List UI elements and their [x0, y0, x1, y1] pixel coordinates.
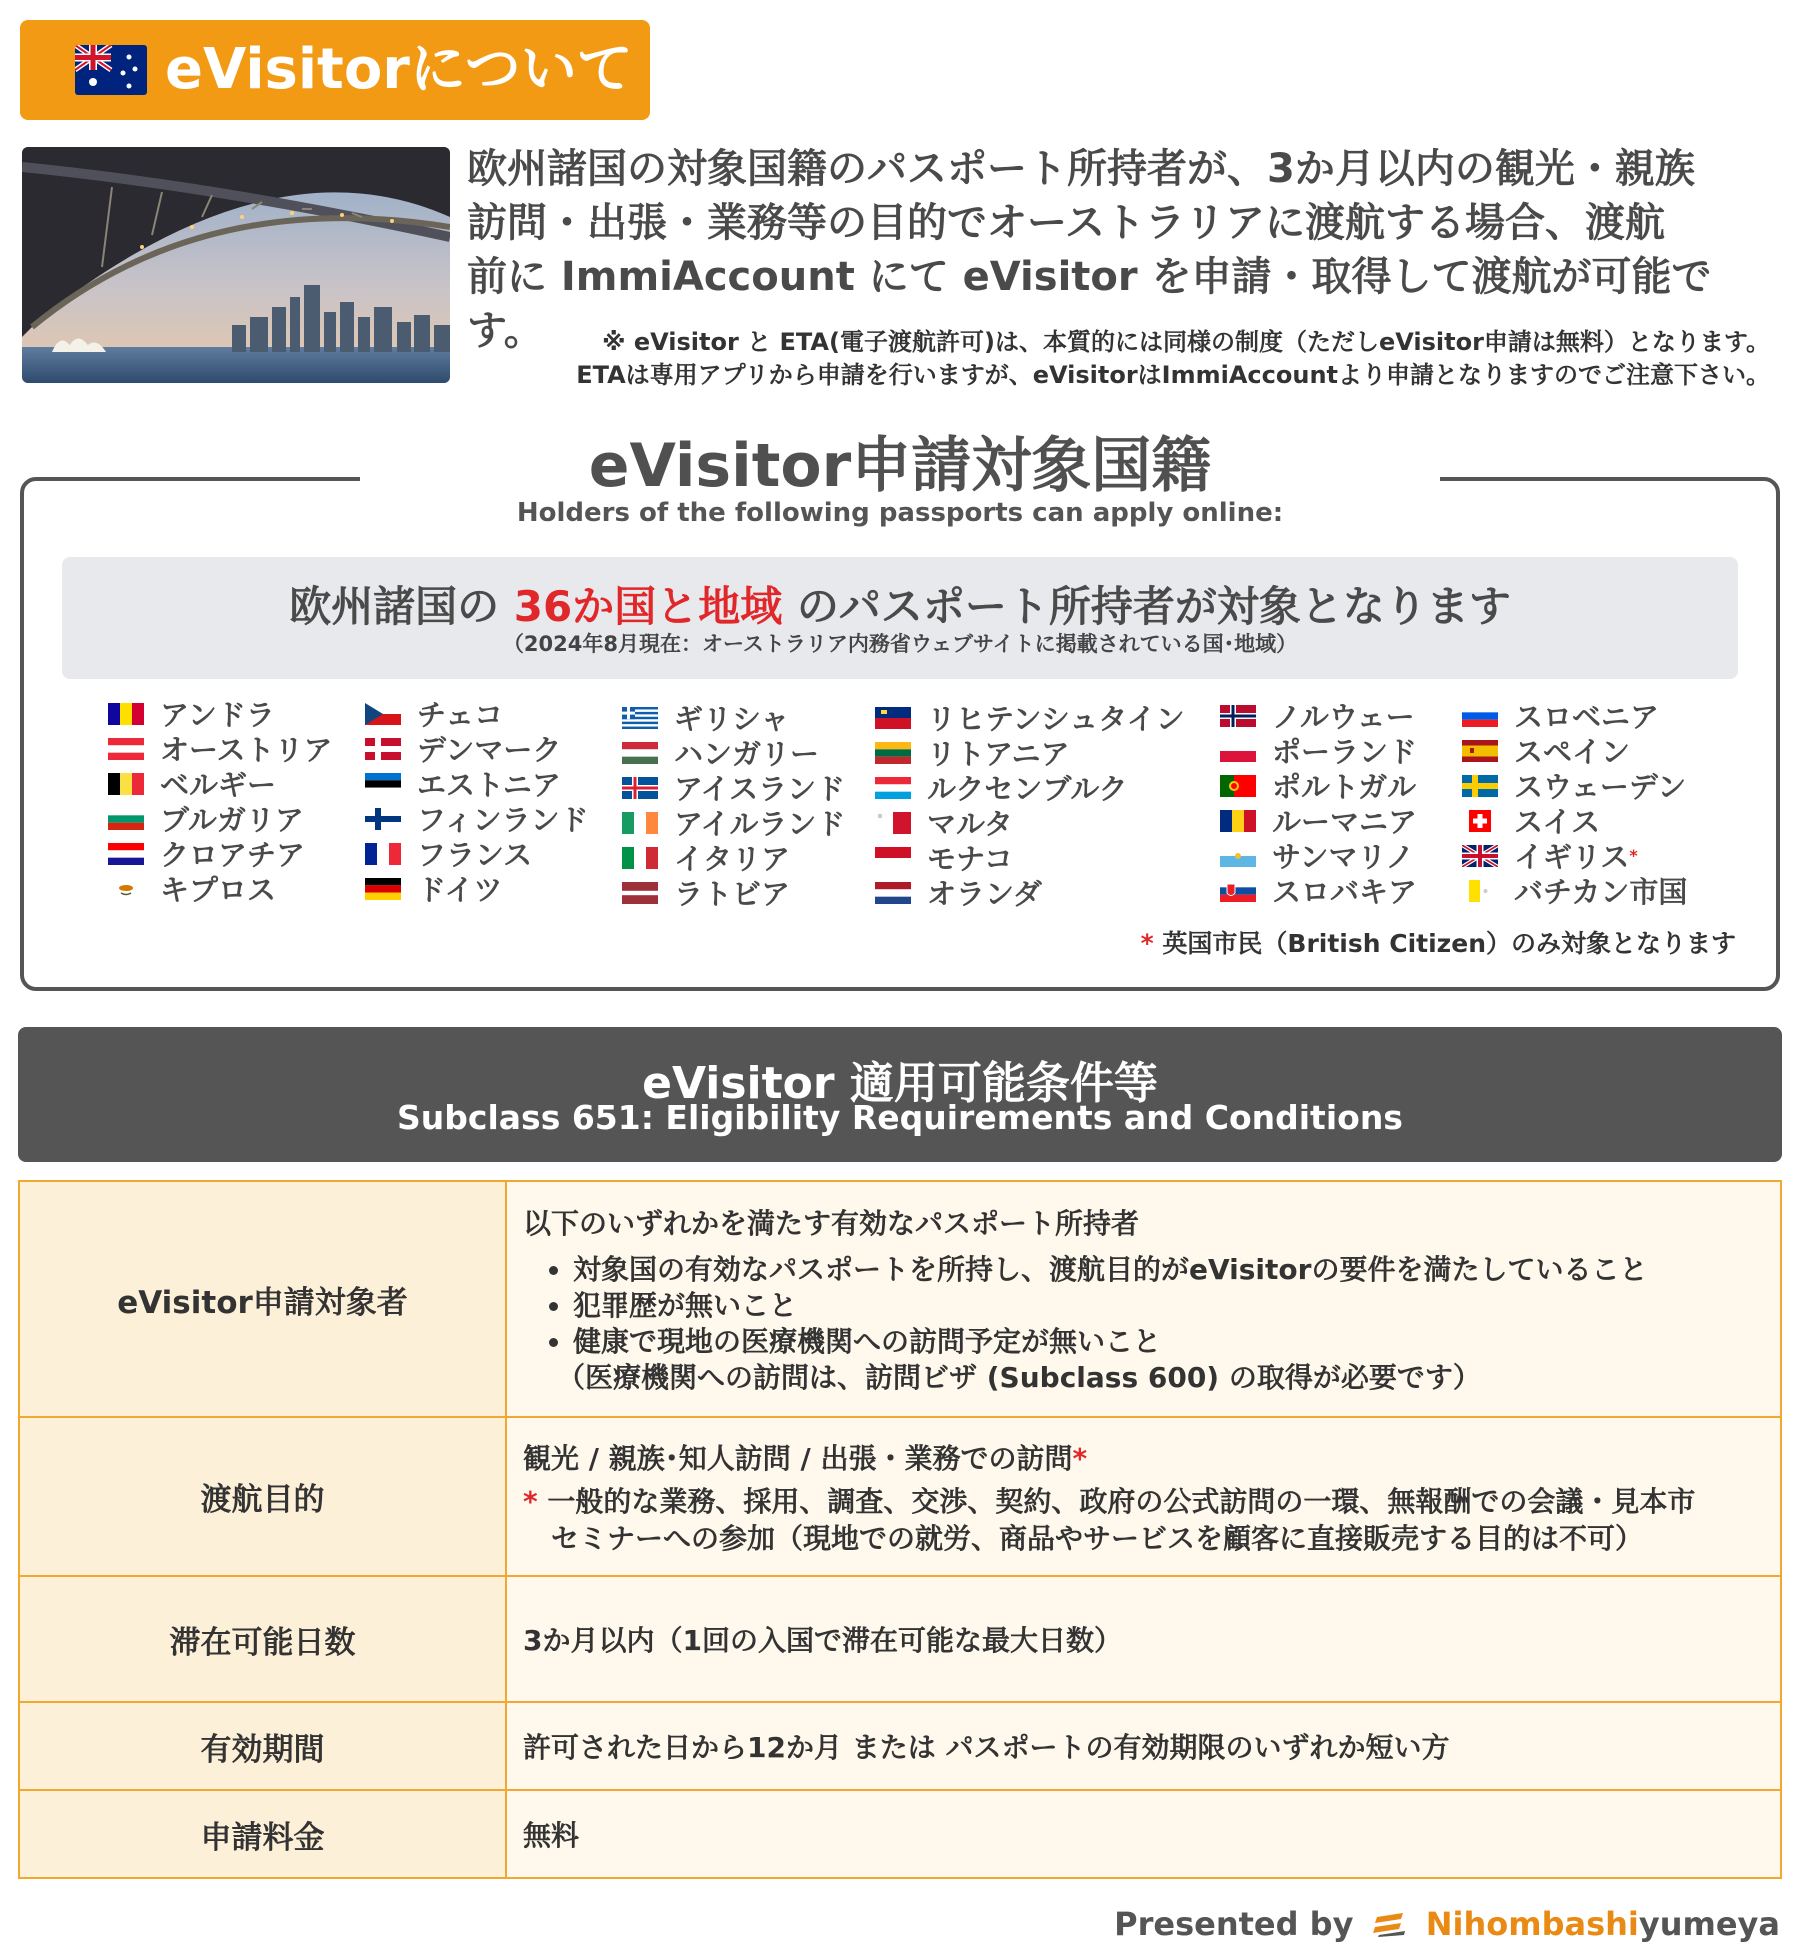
- country-name: キプロス: [160, 873, 277, 907]
- cyprus-flag-icon: [108, 878, 144, 900]
- country-item: [108, 836, 333, 871]
- row-value: 無料: [506, 1790, 1781, 1878]
- romania-flag-icon: [1220, 810, 1256, 832]
- country-column: [108, 696, 333, 906]
- country-name: リトアニア: [927, 737, 1070, 771]
- country-item: [365, 696, 589, 731]
- country-name: エストニア: [417, 768, 561, 802]
- country-item: [1220, 733, 1417, 768]
- country-item: [1462, 733, 1687, 768]
- title-tab: [20, 20, 650, 120]
- country-name: アイスランド: [674, 772, 846, 806]
- country-item: [875, 805, 1185, 840]
- table-row: [19, 1417, 1781, 1576]
- country-item: [108, 731, 333, 766]
- note-star: *: [523, 1484, 538, 1518]
- luxembourg-flag-icon: [875, 777, 911, 799]
- poland-flag-icon: [1220, 740, 1256, 762]
- country-item: [622, 735, 845, 770]
- intro-line-2: 訪問・出張・業務等の目的でオーストラリアに渡航する場合、渡航: [467, 200, 1665, 246]
- country-item: [622, 805, 845, 840]
- country-name: オランダ: [927, 877, 1042, 911]
- finland-flag-icon: [365, 808, 401, 830]
- country-item: [875, 840, 1185, 875]
- table-row: [19, 1790, 1781, 1878]
- greece-flag-icon: [622, 707, 658, 729]
- country-item: [108, 696, 333, 731]
- presented-by-text: Presented by: [1114, 1905, 1354, 1943]
- brand-logo-icon: [1373, 1907, 1407, 1945]
- bulgaria-flag-icon: [108, 808, 144, 830]
- brand-name-a: Nihombashi: [1425, 1905, 1639, 1943]
- country-name: フランス: [417, 838, 533, 872]
- uk-flag-icon: [1462, 845, 1498, 867]
- country-name: ベルギー: [160, 768, 277, 802]
- row-key: 申請料金: [19, 1790, 506, 1878]
- country-item: [108, 801, 333, 836]
- sydney-harbour-photo: [22, 147, 450, 383]
- country-name: スウェーデン: [1514, 770, 1687, 804]
- andorra-flag-icon: [108, 703, 144, 725]
- norway-flag-icon: [1220, 705, 1256, 727]
- sweden-flag-icon: [1462, 775, 1498, 797]
- denmark-flag-icon: [365, 738, 401, 760]
- latvia-flag-icon: [622, 882, 658, 904]
- country-name: ルーマニア: [1272, 805, 1418, 839]
- ireland-flag-icon: [622, 812, 658, 834]
- row-value: 許可された日から12か月 または パスポートの有効期限のいずれか短い方: [506, 1702, 1781, 1790]
- country-name: アイルランド: [674, 807, 846, 841]
- country-item: [875, 770, 1185, 805]
- row-value: [506, 1181, 1781, 1417]
- row-value: [506, 1417, 1781, 1576]
- czech-flag-icon: [365, 703, 401, 725]
- country-name: デンマーク: [417, 733, 562, 767]
- country-item: [875, 735, 1185, 770]
- list-item: • 対象国の有効なパスポートを所持し、渡航目的がeVisitorの要件を満たしていること: [573, 1252, 1780, 1288]
- row-lead: 以下のいずれかを満たす有効なパスポート所持者: [523, 1207, 1140, 1240]
- row-key: eVisitor申請対象者: [19, 1181, 506, 1417]
- footnote-text: 英国市民（British Citizen）のみ対象となります: [1162, 929, 1736, 958]
- country-name: ハンガリー: [674, 737, 820, 771]
- san-marino-flag-icon: [1220, 845, 1256, 867]
- country-item: [365, 731, 589, 766]
- country-item: [365, 801, 589, 836]
- country-name: ラトビア: [674, 877, 791, 911]
- hungary-flag-icon: [622, 742, 658, 764]
- liechtenstein-flag-icon: [875, 707, 911, 729]
- country-item: [1462, 768, 1687, 803]
- australia-flag-icon: [75, 45, 147, 95]
- austria-flag-icon: [108, 738, 144, 760]
- list-item: • 健康で現地の医療機関への訪問予定が無いこと: [573, 1324, 1780, 1360]
- country-name: ギリシャ: [674, 702, 790, 736]
- country-item: [1462, 698, 1687, 733]
- country-item: [1462, 838, 1687, 873]
- note-line-1: ※ eVisitor と ETA(電子渡航許可)は、本質的には同様の制度（ただしeVisitor申請は無料）となります。: [602, 328, 1770, 356]
- conditions-subtitle: Subclass 651: Eligibility Requirements and Conditions: [397, 1098, 1403, 1137]
- country-name: サンマリノ: [1272, 840, 1415, 874]
- country-name: ポーランド: [1272, 735, 1418, 769]
- country-item: [108, 766, 333, 801]
- footnote-star: *: [1140, 929, 1154, 958]
- country-name: リヒテンシュタイン: [927, 702, 1185, 736]
- list-item: • 犯罪歴が無いこと: [573, 1288, 1780, 1324]
- section-subtitle: Holders of the following passports can apply online:: [516, 498, 1284, 528]
- country-name: スロベニア: [1514, 700, 1660, 734]
- malta-flag-icon: [875, 812, 911, 834]
- country-item: [1220, 803, 1417, 838]
- purpose-star: *: [1072, 1441, 1088, 1475]
- country-column: [1220, 698, 1417, 908]
- intro-line-3: 前に ImmiAccount にて eVisitor を申請・取得して渡航が可能です。: [467, 254, 1712, 354]
- country-column: [365, 696, 589, 906]
- croatia-flag-icon: [108, 843, 144, 865]
- banner-subtext: （2024年8月現在：オーストラリア内務省ウェブサイトに掲載されている国･地域）: [502, 632, 1298, 656]
- conditions-title: eVisitor 適用可能条件等: [642, 1058, 1158, 1109]
- brand-name-b: yumeya: [1638, 1905, 1780, 1943]
- country-column: [1462, 698, 1687, 908]
- banner-post: のパスポート所持者が対象となります: [796, 582, 1511, 631]
- country-item: [1220, 698, 1417, 733]
- table-row: [19, 1702, 1781, 1790]
- row-key: 有効期間: [19, 1702, 506, 1790]
- switzerland-flag-icon: [1462, 810, 1498, 832]
- country-item: [875, 875, 1185, 910]
- country-name: モナコ: [927, 842, 1013, 876]
- note-line-2: ETAは専用アプリから申請を行いますが、eVisitorはImmiAccountより申請となりますのでご注意下さい。: [576, 361, 1770, 389]
- row-lead: [523, 1437, 1780, 1477]
- belgium-flag-icon: [108, 773, 144, 795]
- purpose-note-line-1: [523, 1483, 1780, 1520]
- country-column: [622, 700, 845, 910]
- row-extra: （医療機関への訪問は、訪問ビザ (Subclass 600) の取得が必要です）: [557, 1361, 1481, 1394]
- country-name: アンドラ: [160, 698, 275, 732]
- section-title: eVisitor申請対象国籍: [588, 431, 1212, 501]
- italy-flag-icon: [622, 847, 658, 869]
- portugal-flag-icon: [1220, 775, 1256, 797]
- country-item: [1220, 873, 1417, 908]
- uk-footnote: [1020, 924, 1736, 960]
- iceland-flag-icon: [622, 777, 658, 799]
- country-name: マルタ: [927, 807, 1013, 841]
- country-name: クロアチア: [160, 838, 306, 872]
- country-item: [622, 770, 845, 805]
- country-item: [1462, 873, 1687, 908]
- country-name: スイス: [1514, 805, 1601, 839]
- country-item: [365, 836, 589, 871]
- country-item: [1462, 803, 1687, 838]
- banner-highlight: 36か国と地域: [513, 582, 783, 631]
- table-row: [19, 1576, 1781, 1702]
- country-name: イタリア: [674, 842, 791, 876]
- banner-pre: 欧州諸国の: [289, 582, 500, 631]
- country-item: [1220, 838, 1417, 873]
- country-item: [622, 875, 845, 910]
- note-text-1: 一般的な業務、採用、調査、交渉、契約、政府の公式訪問の一環、無報酬での会議・見本市: [547, 1484, 1696, 1518]
- country-name: フィンランド: [417, 803, 589, 837]
- purpose-text: 観光 / 親族･知人訪問 / 出張・業務での訪問: [523, 1441, 1073, 1475]
- vatican-flag-icon: [1462, 880, 1498, 902]
- country-name: スペイン: [1514, 735, 1631, 769]
- country-name: ルクセンブルク: [927, 772, 1128, 806]
- country-name: スロバキア: [1272, 875, 1418, 909]
- conditions-table: [18, 1180, 1782, 1879]
- country-name: ノルウェー: [1272, 700, 1415, 734]
- banner-headline: [62, 574, 1738, 634]
- country-item: [1220, 768, 1417, 803]
- slovenia-flag-icon: [1462, 705, 1498, 727]
- lithuania-flag-icon: [875, 742, 911, 764]
- row-value: 3か月以内（1回の入国で滞在可能な最大日数）: [506, 1576, 1781, 1702]
- row-key: 渡航目的: [19, 1417, 506, 1576]
- country-star: *: [1629, 846, 1638, 865]
- country-name: ポルトガル: [1272, 770, 1417, 804]
- country-column: [875, 700, 1185, 910]
- country-name: ブルガリア: [160, 803, 304, 837]
- country-item: [365, 871, 589, 906]
- country-name: ドイツ: [417, 873, 503, 907]
- country-name: オーストリア: [160, 733, 333, 767]
- estonia-flag-icon: [365, 773, 401, 795]
- footer-credit: [1080, 1905, 1780, 1945]
- country-item: [622, 840, 845, 875]
- intro-line-1: 欧州諸国の対象国籍のパスポート所持者が、3か月以内の観光・親族: [467, 146, 1695, 192]
- country-item: [875, 700, 1185, 735]
- country-item: [622, 700, 845, 735]
- country-name: チェコ: [417, 698, 504, 732]
- france-flag-icon: [365, 843, 401, 865]
- row-key: 滞在可能日数: [19, 1576, 506, 1702]
- table-row: [19, 1181, 1781, 1417]
- monaco-flag-icon: [875, 847, 911, 869]
- netherlands-flag-icon: [875, 882, 911, 904]
- country-name: バチカン市国: [1514, 875, 1688, 909]
- country-name: イギリス: [1514, 840, 1630, 874]
- requirement-list: [523, 1252, 1780, 1360]
- country-item: [365, 766, 589, 801]
- slovakia-flag-icon: [1220, 880, 1256, 902]
- germany-flag-icon: [365, 878, 401, 900]
- page-title: eVisitorについて: [165, 37, 633, 102]
- spain-flag-icon: [1462, 740, 1498, 762]
- purpose-note-line-2: セミナーへの参加（現地での就労、商品やサービスを顧客に直接販売する目的は不可）: [551, 1521, 1644, 1555]
- country-item: [108, 871, 333, 906]
